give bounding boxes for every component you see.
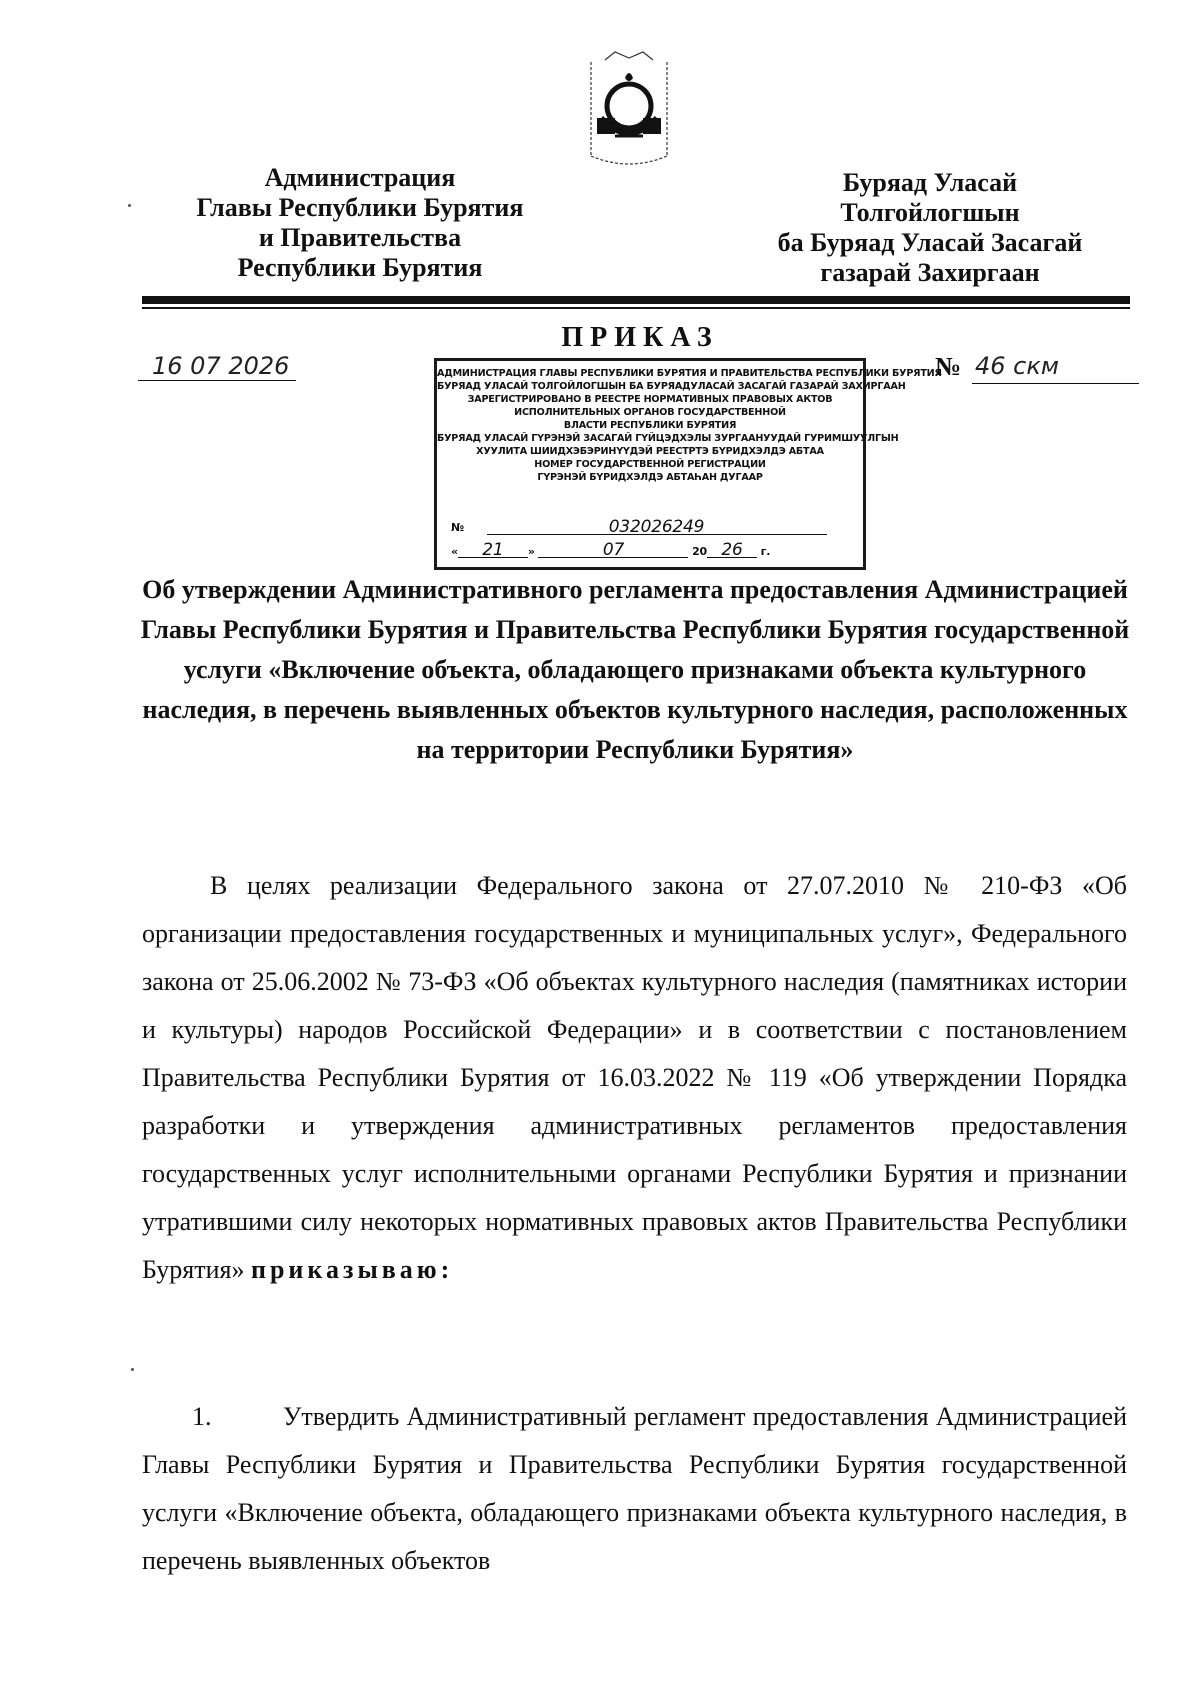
stamp-date-row: « 21 » 07 20 26 г. (451, 540, 771, 560)
header-right-line: Буряад Уласай (842, 168, 1018, 197)
stamp-day: 21 (458, 544, 528, 558)
header-left-line: Республики Бурятия (237, 253, 483, 282)
header-divider-thin (142, 307, 1130, 309)
header-right (740, 168, 1120, 288)
header-left-line: Администрация (264, 163, 456, 192)
stamp-line: ИСПОЛНИТЕЛЬНЫХ ОРГАНОВ ГОСУДАРСТВЕННОЙ (514, 407, 786, 418)
stamp-year: 26 (707, 544, 757, 558)
stamp-line: АДМИНИСТРАЦИЯ ГЛАВЫ РЕСПУБЛИКИ БУРЯТИЯ И ПРАВИТЕЛЬСТВА РЕСПУБЛИКИ БУРЯТИЯ (437, 368, 942, 379)
number-underline (972, 383, 1139, 384)
order-title: ПРИКАЗ (561, 322, 719, 353)
stamp-reg-number: 032026249 (487, 521, 827, 535)
registration-stamp (434, 358, 942, 570)
stamp-line: ХУУЛИТА ШИИДХЭБЭРИНҮҮДЭЙ РЕЕСТРТЭ БҮРИДХЭЛДЭ АБТАА (476, 446, 824, 457)
preamble-paragraph (142, 862, 1127, 1294)
header-left-line: Главы Республики Бурятия (196, 193, 524, 222)
stamp-year-unit: г. (760, 545, 771, 558)
header-divider-thick (142, 296, 1130, 304)
order-number-sign: № (935, 352, 962, 381)
stamp-line: НОМЕР ГОСУДАРСТВЕННОЙ РЕГИСТРАЦИИ (534, 459, 766, 470)
date-underline (138, 380, 296, 381)
item-1-paragraph (142, 1393, 1127, 1585)
header-left-line: и Правительства (258, 223, 462, 252)
header-right-line: Толгойлогшын (840, 198, 1020, 227)
stamp-month: 07 (538, 544, 688, 558)
order-number: 46 скм (975, 352, 1059, 380)
stamp-line: ВЛАСТИ РЕСПУБЛИКИ БУРЯТИЯ (563, 420, 737, 431)
order-subject: Об утверждении Административного регламента предоставления Администрацией Главы Республики Бурятия и Правительства Республики Бурятия государственной услуги «Включение объекта, обладающего признаками объекта культурного наследия, в перечень выявленных объектов культурного наследия, расположенных на территории Республики Бурятия» (140, 575, 1130, 764)
item-1-number: 1. (192, 1402, 212, 1431)
stamp-line: ГҮРЭНЭЙ БҮРИДХЭЛДЭ АБТАҺАН ДУГААР (537, 472, 763, 483)
decree-word: приказываю: (250, 1255, 454, 1284)
order-date: 16 07 2026 (152, 352, 290, 380)
scan-speck (128, 204, 131, 207)
stamp-line: БУРЯАД УЛАСАЙ ГҮРЭНЭЙ ЗАСАГАЙ ГҮЙЦЭДХЭЛЫ ЗУРГААНУУДАЙ ГУРИМШУУЛГЫН (437, 433, 899, 444)
header-left (150, 163, 570, 283)
stamp-line: БУРЯАД УЛАСАЙ ТОЛГОЙЛОГШЫН БА БУРЯАДУЛАСАЙ ЗАСАГАЙ ГАЗАРАЙ ЗАХИРГААН (437, 381, 906, 392)
stamp-reg-label: № (451, 521, 465, 534)
stamp-registration-row (451, 517, 849, 537)
scan-speck (131, 1368, 134, 1371)
coat-of-arms-emblem (585, 48, 673, 176)
stamp-year-prefix: 20 (692, 545, 708, 558)
header-right-line: ба Буряад Уласай Засагай (777, 228, 1083, 257)
preamble-text: В целях реализации Федерального закона от 27.07.2010 № 210-ФЗ «Об организации предоставления государственных и муниципальных услуг», Федерального закона от 25.06.2002 № 73-ФЗ «Об объектах культурного наследия (памятниках истории и культуры) народов Российской Федерации» и в соответствии с постановлением Правительства Республики Бурятия от 16.03.2022 № 119 «Об утверждении Порядка разработки и утверждения административных регламентов предоставления государственных услуг исполнительными органами Республики Бурятия и признании утратившими силу некоторых нормативных правовых актов Правительства Республики Бурятия» (142, 871, 1127, 1284)
item-1-text: Утвердить Административный регламент предоставления Администрацией Главы Республики Бурятия и Правительства Республики Бурятия государственной услуги «Включение объекта, обладающего признаками объекта культурного наследия, в перечень выявленных объектов (142, 1402, 1128, 1575)
stamp-line: ЗАРЕГИСТРИРОВАНО В РЕЕСТРЕ НОРМАТИВНЫХ ПРАВОВЫХ АКТОВ (467, 394, 833, 405)
header-right-line: газарай Захиргаан (820, 258, 1040, 287)
